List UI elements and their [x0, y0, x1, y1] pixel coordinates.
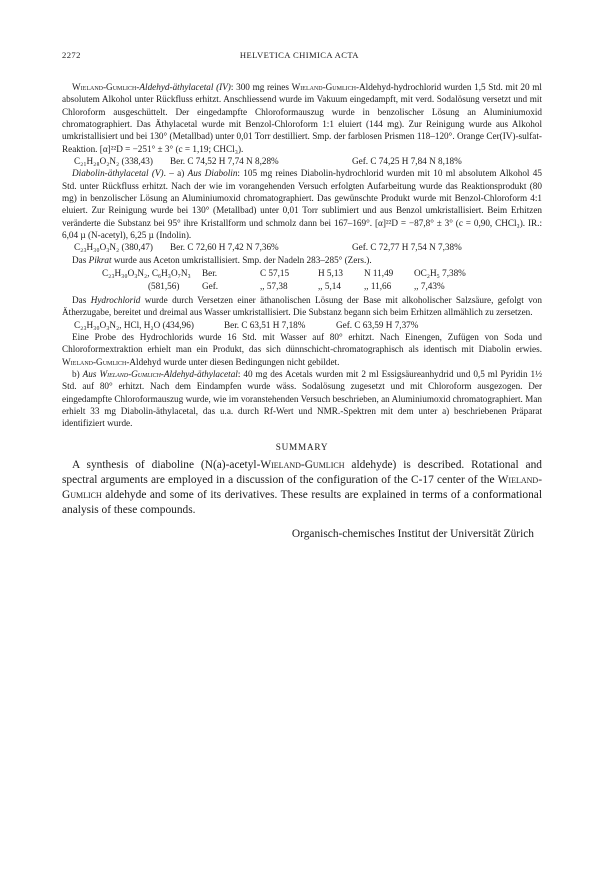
calculated-values: Ber. C 63,51 H 7,18% [224, 319, 306, 330]
author-name: Wieland-Gumlich [99, 368, 161, 379]
page [62, 50, 542, 540]
author-name: Wieland-Gumlich [260, 458, 345, 471]
method-title: -Aldehyd-äthylacetal [160, 368, 238, 379]
value: OC₂H₅ 7,38% [414, 268, 466, 279]
author-name: Wieland-Gumlich [62, 356, 127, 367]
formula: C₂₁H₂₈O₂N₂ (338,43) [74, 156, 153, 167]
paragraph-text: wurde durch Versetzen einer äthanolischen Lösung der Base mit alkoholischer Salzsäure, gefolgt von Ätherzugabe, bereitet und dreimal aus Wasser umkristallisiert. Die Substanz begann sich beim Erhitzen allmählich zu zersetzen. [62, 294, 542, 318]
calculated-values: Ber. C 72,60 H 7,42 N 7,36% [170, 242, 279, 253]
picrate-analysis [62, 267, 542, 292]
paragraph-text: : 105 mg reines Diabolin-hydrochlorid wurden mit 10 ml absolutem Alkohol 45 Std. unter Rückfluss erhitzt. Nach der wie im vorangehenden Versuch erfolgten Aufarbeitung wurde das Reaktionsprodukt (80 mg) in benzolischer Lösung an Aluminiumoxid chromatographiert. Das gewünschte Produkt wurde mit Benzol-Chloroform 4:1 eluiert. Zur Reinigung wurde bei 130° (Metallbad) unter 0,01 Torr sublimiert und aus Benzol umkristallisiert. Beim Erhitzen veränderte die Substanz bei 95° ihre Kristallform und schmolz dann bei 167–169°. [α]²²D = −87,8° ± 3° (c = 0,90, CHCl₃). IR.: 6,04 µ (N-acetyl), 6,25 µ (Indolin). [62, 168, 542, 241]
label: Gef. [202, 280, 219, 291]
paragraph-acetal-v [62, 167, 542, 241]
paragraph-text: : 300 mg reines [230, 82, 292, 92]
value: ,, 57,38 [260, 280, 288, 291]
method-title: Aus [82, 368, 100, 379]
found-values: Gef. C 63,59 H 7,37% [336, 319, 419, 330]
label: Ber. [202, 268, 218, 279]
analysis-line-hcl [62, 319, 542, 331]
paragraph-text: wurde aus Aceton umkristallisiert. Smp. der Nadeln 283–285° (Zers.). [111, 254, 372, 265]
summary-text [62, 458, 542, 518]
formula: C₂₃H₃₀O₃N₂, HCl, H₂O (434,96) [74, 319, 194, 330]
paragraph-text: b) [72, 368, 83, 379]
journal-title: HELVETICA CHIMICA ACTA [239, 50, 359, 60]
paragraph-picrate [62, 254, 542, 266]
page-header [62, 50, 542, 60]
paragraph-text: Das [72, 254, 89, 265]
paragraph-acetal-iv [62, 81, 542, 155]
page-number: 2272 [62, 50, 81, 60]
value: C 57,15 [260, 268, 290, 279]
paragraph-hydrolysis [62, 331, 542, 368]
picrate-row-calculated [62, 267, 542, 279]
author-name: Wieland-Gumlich [72, 82, 137, 92]
value: H 5,13 [318, 268, 344, 279]
analysis-line-iv [62, 155, 542, 167]
paragraph-text: : 40 mg des Acetals wurden mit 2 ml Essigsäureanhydrid und 0,5 ml Pyridin 1½ Std. auf 80° erhitzt. Nach dem Eindampfen wurde wäss. Sodalösung zugesetzt und mit Chloroform ausgezogen. Der eingedampfte Chloroformauszug wurde, wie im voranstehenden Versuch beschrieben, an Aluminiumoxid chromatographiert. Man erhielt 33 mg Diabolin-äthylacetal, das u.a. durch Rf-Wert und NMR.-Spektren mit dem unter a) beschriebenen Präparat identifiziert wurde. [62, 368, 543, 429]
paragraph-text: . – a) [163, 168, 188, 179]
paragraph-text: -Aldehyd wurde unter diesen Bedingungen nicht gebildet. [126, 356, 340, 367]
formula: C₂₃H₃₀O₃N₂ (380,47) [74, 242, 153, 253]
compound-title: -Aldehyd-äthylacetal (IV) [136, 82, 231, 92]
author-name: Wieland-Gumlich [62, 473, 542, 501]
institute-affiliation: Organisch-chemisches Institut der Universität Zürich [291, 527, 534, 540]
paragraph-method-b [62, 368, 542, 430]
compound-title: Pikrat [88, 254, 112, 265]
paragraph-hydrochloride [62, 294, 542, 319]
summary-fragment: aldehyde and some of its derivatives. These results are explained in terms of a conformational analysis of these compounds. [62, 488, 542, 516]
compound-title: Hydrochlorid [90, 294, 141, 305]
value: ,, 11,66 [364, 280, 392, 291]
summary-heading: SUMMARY [275, 441, 329, 452]
method-title: Aus Diabolin [187, 168, 238, 179]
formula: C₂₃H₃₀O₃N₂, C₆H₃O₇N₃ [102, 268, 191, 279]
paragraph-text: Das [72, 294, 91, 305]
article-body [62, 81, 542, 430]
paragraph-text: -Aldehyd-hydrochlorid wurden 1,5 Std. mit 20 ml absolutem Alkohol unter Rückfluss erhitzt. Anschliessend wurde im Vakuum eingedampft, mit verd. Sodalösung versetzt und mit Chloroform ausgeschüttelt. Der eingedampfte Chloroformauszug wurde in benzolischer Lösung an Aluminiumoxid chromatographiert. Das Äthylacetal wurde mit Benzol-Chloroform 1:1 eluiert (144 mg). Zur Reinigung wurde aus Alkohol umkristallisiert und bei 130° (Metallbad) unter 0,01 Torr destilliert. Smp. der farblosen Prismen 118–120°. Orange Cer(IV)-sulfat-Reaktion. [α]²²D = −251° ± 3° (c = 1,19; CHCl₃). [62, 82, 542, 154]
picrate-row-found [62, 280, 542, 292]
author-name: Wieland-Gumlich [291, 82, 356, 92]
found-values: Gef. C 72,77 H 7,54 N 7,38% [352, 242, 462, 253]
molecular-weight: (581,56) [148, 280, 180, 291]
calculated-values: Ber. C 74,52 H 7,74 N 8,28% [170, 156, 279, 167]
summary-fragment: A synthesis of diaboline (N(a)-acetyl- [72, 458, 261, 471]
value: ,, 5,14 [318, 280, 341, 291]
compound-title: Diabolin-äthylacetal (V) [72, 168, 164, 179]
found-values: Gef. C 74,25 H 7,84 N 8,18% [352, 156, 462, 167]
value: ,, 7,43% [414, 280, 445, 291]
paragraph-text: Eine Probe des Hydrochlorids wurde 16 Std. mit Wasser auf 80° erhitzt. Nach Einengen, Zufügen von Soda und Chloroformextraktion erhielt man ein Produkt, das sich dünnschicht-chromatographisch als identisch mit Diabolin erwies. [62, 331, 542, 355]
analysis-line-v [62, 241, 542, 253]
value: N 11,49 [364, 268, 394, 279]
summary-fragment: aldehyde) is described. Rotational and spectral arguments are employed in a discussion of the configuration of the C-17 center of the [62, 458, 542, 486]
